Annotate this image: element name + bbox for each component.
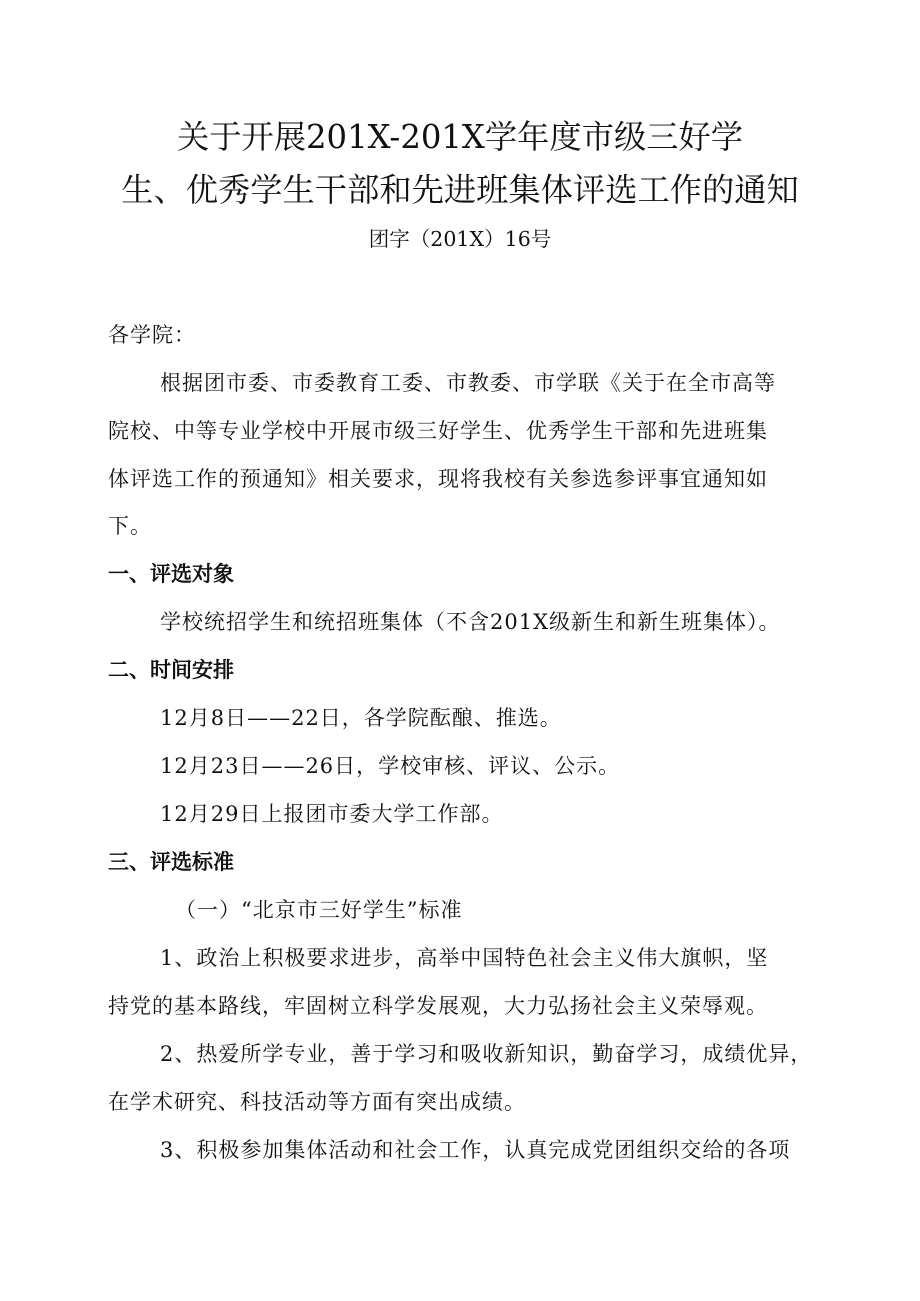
section-1-heading: 一、评选对象 [108,562,234,586]
subsection-1-heading: （一）“北京市三好学生”标准 [175,898,463,922]
schedule-item-2: 12月23日——26日，学校审核、评议、公示。 [160,754,621,778]
section-1-text: 学校统招学生和统招班集体（不含201X级新生和新生班集体）。 [160,610,781,634]
intro-line-2: 院校、中等专业学校中开展市级三好学生、优秀学生干部和先进班集 [108,419,768,443]
schedule-item-3: 12月29日上报团市委大学工作部。 [160,802,504,826]
criterion-3-line-1: 3、积极参加集体活动和社会工作，认真完成党团组织交给的各项 [160,1138,791,1162]
criterion-1-line-1: 1、政治上积极要求进步，高举中国特色社会主义伟大旗帜，坚 [160,946,769,970]
document-number: 团字（201X）16号 [368,227,552,251]
section-2-heading: 二、时间安排 [108,658,234,682]
salutation: 各学院： [108,323,196,347]
section-3-heading: 三、评选标准 [108,850,234,874]
intro-line-3: 体评选工作的预通知》相关要求，现将我校有关参选参评事宜通知如 [108,467,768,491]
document-title-line-2: 生、优秀学生干部和先进班集体评选工作的通知 [121,171,799,209]
intro-line-1: 根据团市委、市委教育工委、市教委、市学联《关于在全市高等 [160,371,776,395]
criterion-2-line-2: 在学术研究、科技活动等方面有突出成绩。 [108,1090,526,1114]
intro-line-4: 下。 [108,514,152,538]
document-title-line-1: 关于开展201X-201X学年度市级三好学 [176,118,744,156]
criterion-1-line-2: 持党的基本路线，牢固树立科学发展观，大力弘扬社会主义荣辱观。 [108,994,768,1018]
criterion-2-line-1: 2、热爱所学专业，善于学习和吸收新知识，勤奋学习，成绩优异， [160,1042,813,1066]
schedule-item-1: 12月8日——22日，各学院酝酿、推选。 [160,706,562,730]
